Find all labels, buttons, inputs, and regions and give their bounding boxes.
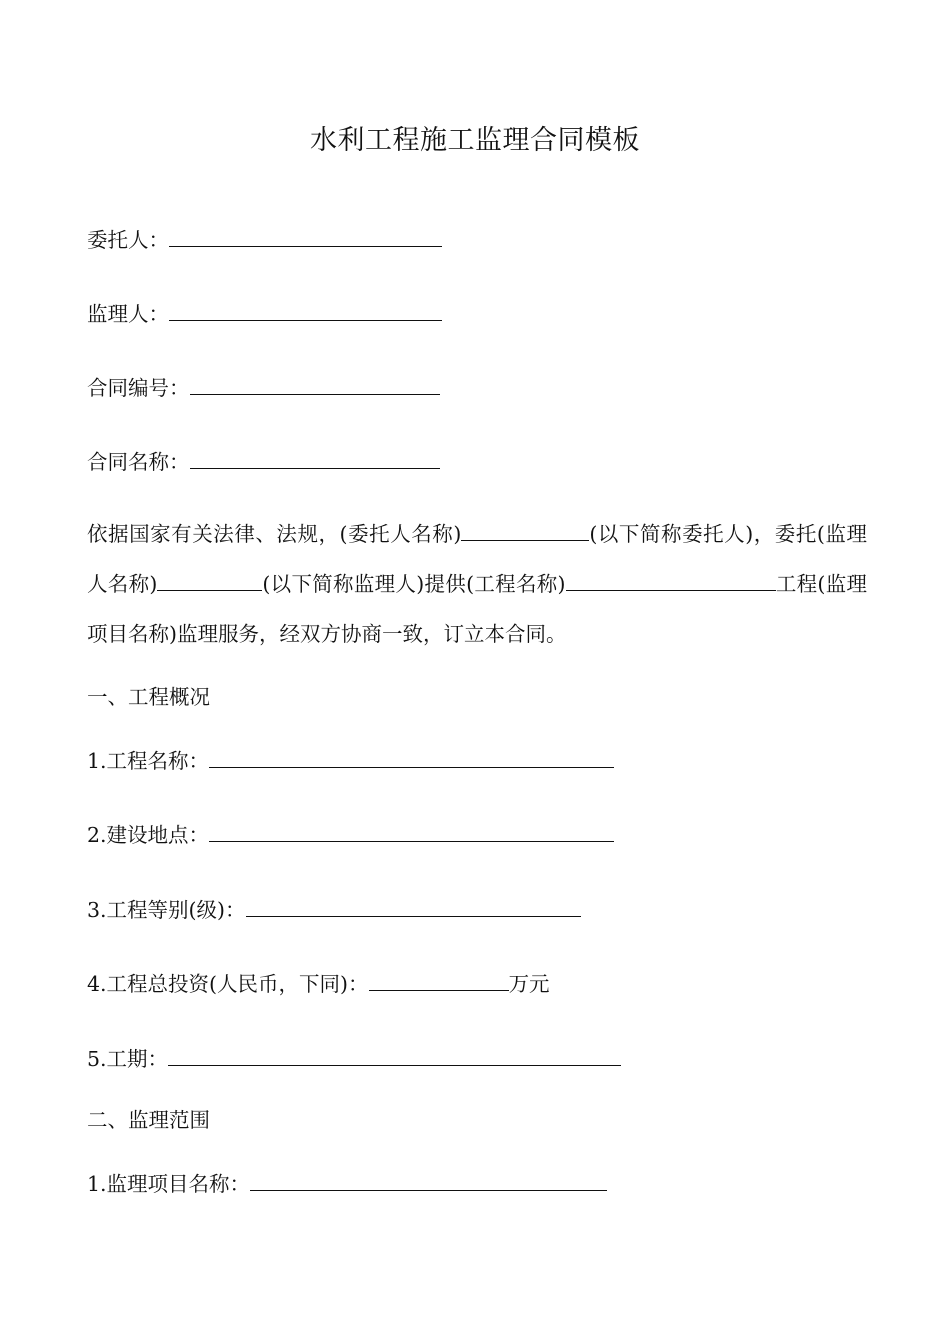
- item-label: 3.工程等别(级)：: [87, 898, 246, 922]
- fill-blank: [190, 446, 440, 469]
- fill-blank: [190, 372, 440, 395]
- fill-blank: [566, 568, 706, 591]
- item-suffix: 万元: [508, 972, 550, 996]
- item-project-grade: [87, 894, 581, 924]
- item-total-investment: [87, 968, 550, 998]
- fill-blank: [246, 894, 581, 917]
- item-construction-site: [87, 819, 614, 849]
- fill-blank: [461, 518, 589, 541]
- fill-blank: [168, 1043, 621, 1066]
- field-supervisor: [87, 298, 442, 328]
- fill-blank: [157, 568, 262, 591]
- field-label: 委托人：: [87, 228, 169, 252]
- item-duration: [87, 1043, 621, 1073]
- intro-text-4: 工程(监理项目名称)监理服务，经双方协商一致，订立本合同。: [87, 572, 868, 646]
- section-heading-scope: 二、监理范围: [87, 1108, 210, 1132]
- field-client: [87, 224, 442, 254]
- item-label: 2.建设地点：: [87, 823, 210, 847]
- fill-blank: [209, 745, 614, 768]
- fill-blank: [169, 224, 442, 247]
- item-label: 1.监理项目名称：: [87, 1172, 251, 1196]
- field-contract-number: [87, 372, 440, 402]
- document-title: 水利工程施工监理合同模板: [310, 125, 640, 156]
- intro-text-3: (以下简称监理人)提供(工程名称): [262, 572, 566, 596]
- item-label: 4.工程总投资(人民币，下同)：: [87, 972, 369, 996]
- item-label: 1.工程名称：: [87, 749, 210, 773]
- intro-paragraph: [87, 509, 867, 659]
- fill-blank: [706, 568, 776, 591]
- fill-blank: [169, 298, 442, 321]
- intro-text-1: 依据国家有关法律、法规，(委托人名称): [87, 522, 462, 546]
- intro-text-2: (以下简称委托人)，委托(监理人名称): [87, 522, 867, 596]
- field-label: 合同编号：: [87, 376, 190, 400]
- field-contract-name: [87, 446, 440, 476]
- fill-blank: [369, 968, 509, 991]
- item-project-name: [87, 745, 614, 775]
- fill-blank: [250, 1168, 607, 1191]
- fill-blank: [209, 819, 614, 842]
- section-heading-overview: 一、工程概况: [87, 685, 210, 709]
- item-label: 5.工期：: [87, 1047, 169, 1071]
- item-supervision-project-name: [87, 1168, 607, 1198]
- field-label: 监理人：: [87, 302, 169, 326]
- field-label: 合同名称：: [87, 450, 190, 474]
